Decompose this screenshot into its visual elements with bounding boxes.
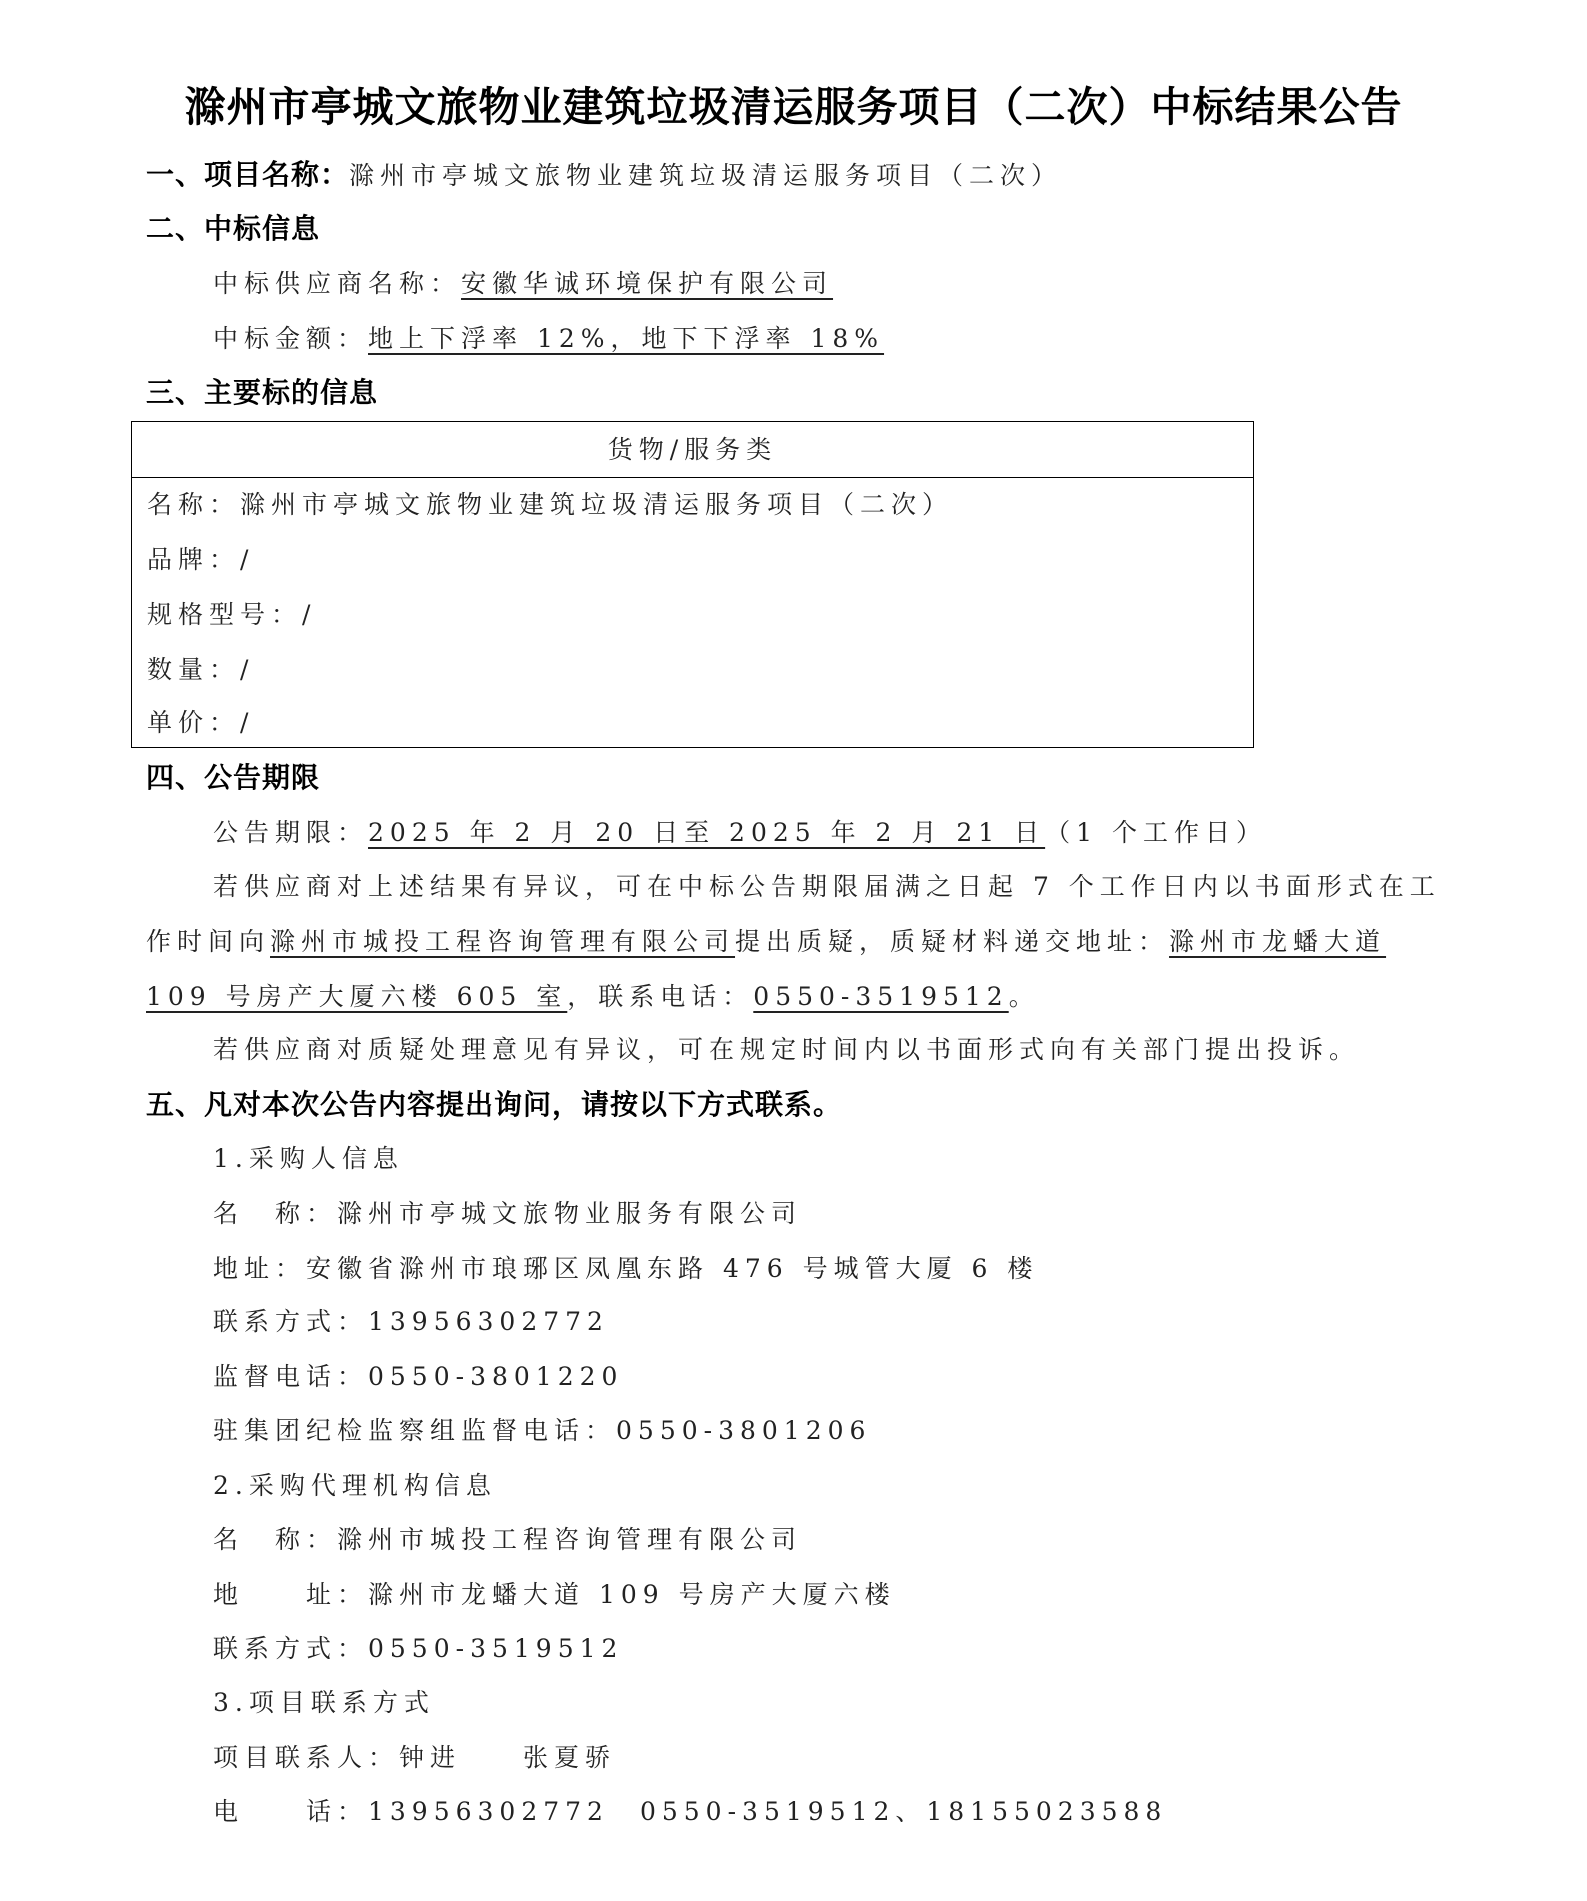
row-value: 滁州市亭城文旅物业建筑垃圾清运服务项目（二次） (240, 490, 954, 519)
amount-label: 中标金额： (213, 324, 369, 353)
supplier-label: 中标供应商名称： (213, 269, 462, 298)
objection-paragraph-line2 (146, 922, 1386, 962)
text-run: 。 (1008, 982, 1040, 1011)
project-contact-persons: 项目联系人：钟进 张夏骄 (213, 1743, 617, 1772)
objection-paragraph-line1: 若供应商对上述结果有异议，可在中标公告期限届满之日起 7 个工作日内以书面形式在工 (213, 872, 1441, 901)
project-contact-title: 3.项目联系方式 (213, 1688, 435, 1717)
period-label: 公告期限： (213, 818, 369, 847)
agency-name-link: 滁州市城投工程咨询管理有限公司 (270, 927, 736, 956)
purchaser-name: 名 称：滁州市亭城文旅物业服务有限公司 (213, 1199, 803, 1228)
subject-info-table (131, 421, 1254, 748)
table-row (147, 540, 254, 580)
period-value: 2025 年 2 月 20 日至 2025 年 2 月 21 日 (368, 818, 1046, 847)
row-value: / (240, 708, 255, 737)
purchaser-address: 地址：安徽省滁州市琅琊区凤凰东路 476 号城管大厦 6 楼 (213, 1254, 1039, 1283)
address-part2: 109 号房产大厦六楼 605 室 (146, 982, 568, 1011)
row-label: 品牌： (147, 545, 241, 574)
agency-contact: 联系方式：0550-3519512 (213, 1634, 624, 1663)
row-label: 数量： (147, 655, 241, 684)
row-value: / (240, 545, 255, 574)
row-value: / (302, 600, 317, 629)
row-label: 规格型号： (147, 600, 303, 629)
project-name-value: 滁州市亭城文旅物业建筑垃圾清运服务项目（二次） (349, 161, 1063, 190)
table-row (147, 703, 254, 743)
section-heading-notice-period: 四、公告期限 (146, 761, 321, 794)
section-heading-bid-info: 二、中标信息 (146, 212, 321, 245)
purchaser-contact: 联系方式：13956302772 (213, 1307, 609, 1336)
agency-title: 2.采购代理机构信息 (213, 1471, 497, 1500)
complaint-paragraph: 若供应商对质疑处理意见有异议，可在规定时间内以书面形式向有关部门提出投诉。 (213, 1035, 1361, 1064)
purchaser-title: 1.采购人信息 (213, 1144, 404, 1173)
section-heading-contact: 五、凡对本次公告内容提出询问，请按以下方式联系。 (146, 1088, 843, 1121)
period-note: （1 个工作日） (1045, 818, 1267, 847)
table-header: 货物/服务类 (132, 422, 1253, 478)
purchaser-supervision-phone: 监督电话：0550-3801220 (213, 1362, 624, 1391)
winning-amount (213, 319, 884, 359)
phone-value: 0550-3519512 (753, 982, 1009, 1011)
winning-supplier (213, 264, 833, 304)
objection-paragraph-line3 (146, 977, 1040, 1017)
project-contact-phones: 电 话：13956302772 0550-3519512、18155023588 (213, 1797, 1168, 1826)
agency-name: 名 称：滁州市城投工程咨询管理有限公司 (213, 1525, 803, 1554)
section-project-name (146, 155, 1062, 196)
supplier-value: 安徽华诚环境保护有限公司 (461, 269, 834, 298)
row-label: 名称： (147, 490, 241, 519)
row-label: 单价： (147, 708, 241, 737)
table-row (147, 595, 316, 635)
notice-period (213, 813, 1267, 853)
amount-value: 地上下浮率 12%，地下下浮率 18% (368, 324, 885, 353)
table-row (147, 485, 953, 525)
text-run: 作时间向 (146, 927, 271, 956)
section-heading-subject-info: 三、主要标的信息 (146, 376, 379, 409)
section-heading: 一、项目名称： (146, 158, 350, 191)
document-title: 滁州市亭城文旅物业建筑垃圾清运服务项目（二次）中标结果公告 (184, 84, 1403, 130)
row-value: / (240, 655, 255, 684)
agency-address: 地 址：滁州市龙蟠大道 109 号房产大厦六楼 (213, 1580, 896, 1609)
discipline-supervision-phone: 驻集团纪检监察组监督电话：0550-3801206 (213, 1416, 872, 1445)
phone-label: ，联系电话： (567, 982, 754, 1011)
address-part1: 滁州市龙蟠大道 (1169, 927, 1387, 956)
table-row (147, 650, 254, 690)
text-run: 提出质疑，质疑材料递交地址： (735, 927, 1170, 956)
